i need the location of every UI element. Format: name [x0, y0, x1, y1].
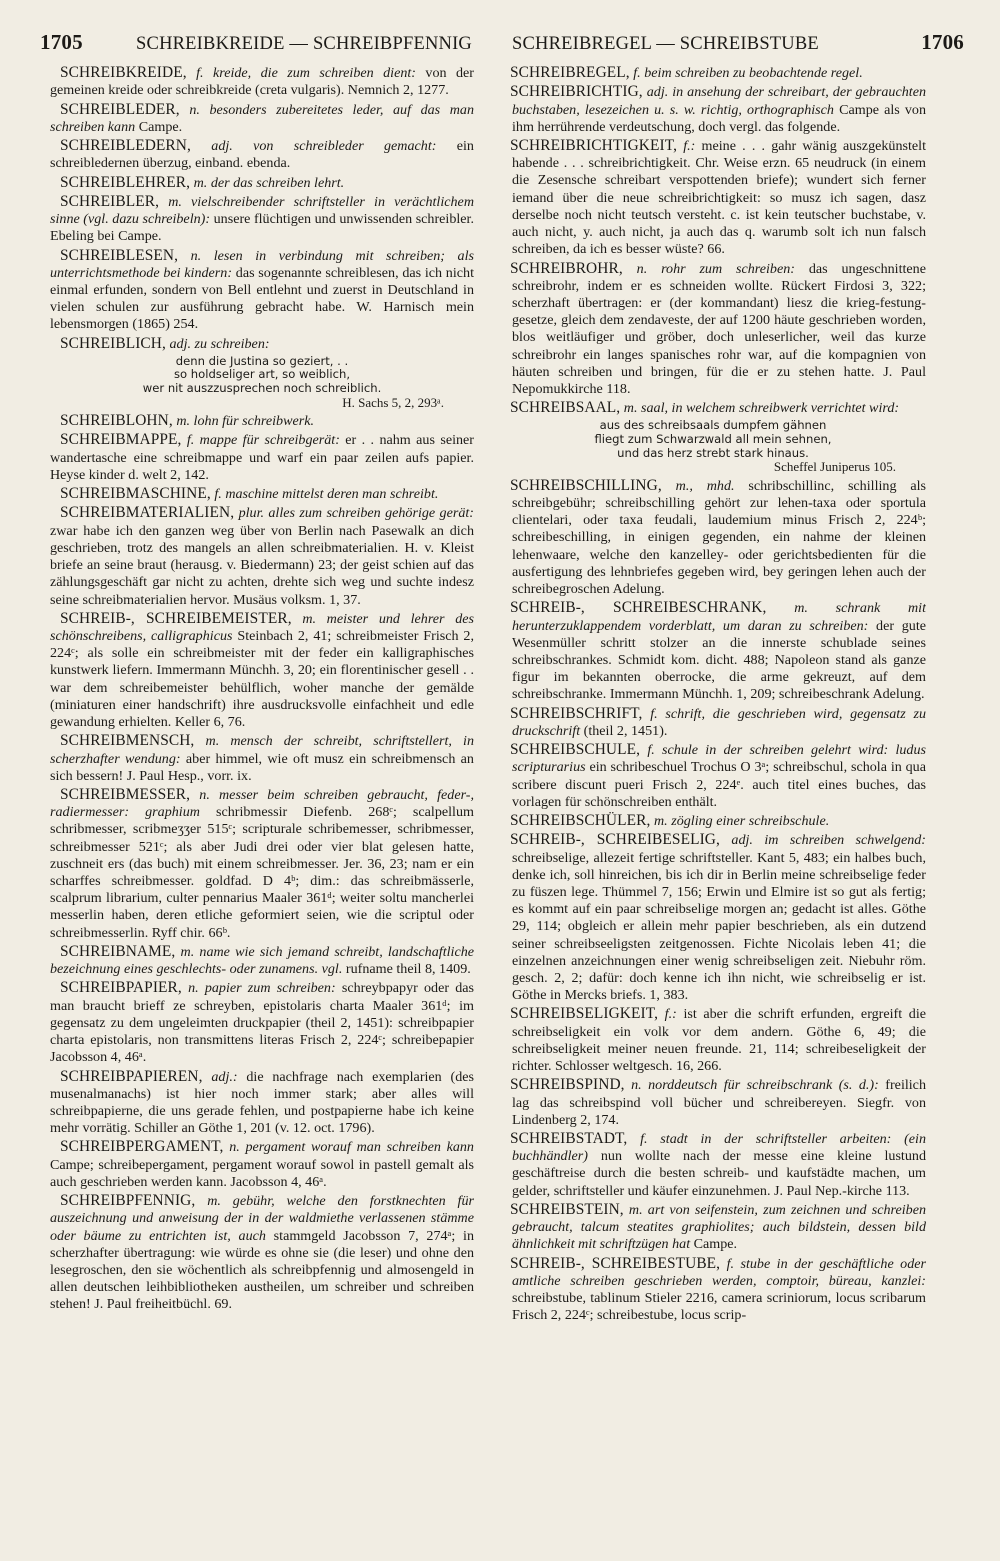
entry-definition: m. mensch der schreibt, schriftstellert, in scherzhafter wendung:: [50, 733, 474, 767]
entry-headword: SCHREIBPERGAMENT,: [60, 1138, 224, 1156]
dictionary-entry: [50, 412, 474, 430]
entry-citation-text: das ungeschnittene schreibrohr, indem er es schneiden wollte. Rückert Firdosi 3, 322; scherzhaft übertragen: er (der kommandant) liesz die krieg-festung-gesetze, gleich dem zendaveste, der auf 1200 häute geschrieben worden, blos weitläufiger und gröber, doch unleserlicher, weil das kurze schreibrohr ein langes spanisches rohr war, auf die kompagnien von häuten schreiben und bringen, für die er zu stehen hatte. J. Paul Nepomukkirche 118.: [512, 260, 926, 397]
entry-headword: SCHREIBMATERIALIEN,: [60, 504, 235, 522]
entry-headword: SCHREIBSPIND,: [510, 1076, 625, 1094]
entry-definition: f. schule in der schreiben gelehrt wird: ludus scripturarius: [512, 742, 926, 776]
dictionary-entry: [50, 504, 474, 608]
entry-definition: f. stube in der geschäftliche oder amtliche schreiben geschrieben werden, comptoir, büreau, kanzlei:: [512, 1255, 926, 1289]
entry-citation-text: rufname theil 8, 1409.: [345, 961, 471, 978]
dictionary-entry: [500, 1005, 926, 1075]
entry-definition: m. art von seifenstein, zum zeichnen und schreiben gebraucht, talcum steatites graphiolites; auch bildstein, dessen bild ähnlichkeit mit schriftzügen hat: [512, 1201, 926, 1253]
entry-citation-text: schribschillinc, schilling als schreibgebühr; schreibschilling gehört zur lehen-taxa oder sportula clientelari, oder taxa feudali, laudemium minus Frisch 2, 224ᵇ; schreibeschilling, in einigen gegenden, ein nahme der kleinen lehenwaare, welche den kanzelley- oder gerichtsbedienten für die ausfertigung des lehnbriefes gegeben wird, bey geringen lehen auch der schreibegroschen Adelung.: [512, 477, 926, 598]
entry-citation-text: schreybpapyr oder das man braucht brieff ze schreyben, epistolaris charta Maaler 361ᵈ; im gegensatz zu dem ungeleimten druckpapier (theil 2, 1451): schreibpapier charta epistolaris, non transmittens literas Frisch 2, 224ᶜ; schreibepapier Jacobsson 4, 46ᵃ.: [50, 980, 474, 1066]
entry-definition: n. rohr zum schreiben:: [636, 260, 795, 277]
dictionary-entry: [500, 399, 926, 417]
entry-headword: SCHREIBSELIGKEIT,: [510, 1005, 659, 1023]
dictionary-entry: [50, 979, 474, 1066]
entry-citation-text: unsere flüchtigen und unwissenden schreibler. Ebeling bei Campe.: [50, 211, 474, 245]
entry-headword: SCHREIBPAPIER,: [60, 979, 182, 997]
dictionary-entry: [50, 101, 474, 136]
dictionary-entry: [500, 831, 926, 1004]
entry-headword: SCHREIB-, SCHREIBESELIG,: [510, 831, 720, 849]
entry-definition: n. norddeutsch für schreibschrank (s. d.):: [631, 1077, 879, 1094]
entry-definition: f. beim schreiben zu beobachtende regel.: [633, 65, 863, 81]
entry-headword: SCHREIBLESEN,: [60, 246, 179, 264]
entry-headword: SCHREIBMAPPE,: [60, 431, 182, 449]
entry-definition: m. zögling einer schreibschule.: [654, 813, 830, 830]
entry-definition: m. vielschreibender schriftsteller in verächtlichem sinne (vgl. dazu schreibeln):: [50, 193, 474, 227]
entry-citation-text: nun wollte nach der messe eine kleine lustund geschäftreise durch die besten schreib- und kaufstädte machen, um gelder, schriftsteller und käufer einzunehmen. J. Paul Nep.-kirche 113.: [512, 1148, 926, 1199]
dictionary-entry: [50, 64, 474, 99]
entry-headword: SCHREIBLOHN,: [60, 412, 173, 430]
entry-definition: adj. im schreiben schwelgend:: [731, 832, 926, 849]
quotation-source: Scheffel Juniperus 105.: [773, 459, 896, 475]
entry-headword: SCHREIBNAME,: [60, 942, 176, 960]
entry-headword: SCHREIBMESSER,: [60, 786, 191, 804]
dictionary-entry: [50, 137, 474, 172]
entry-definition: m. lohn für schreibwerk.: [176, 413, 314, 430]
dictionary-entry: [50, 1192, 474, 1313]
entry-headword: SCHREIB-, SCHREIBESTUBE,: [510, 1254, 721, 1272]
entry-headword: SCHREIBLICH,: [60, 334, 166, 352]
entry-definition: n. besonders zubereitetes leder, auf das man schreiben kann: [50, 101, 474, 135]
entry-headword: SCHREIB-, SCHREIBEMEISTER,: [60, 609, 292, 627]
dictionary-entry: [50, 732, 474, 785]
entry-definition: plur. alles zum schreiben gehörige gerät:: [238, 505, 474, 522]
entry-citation-text: Campe; schreibepergament, pergament worauf sowol in pastell gemalt als auch geschrieben werden kann. Jacobsson 4, 46ᵃ.: [50, 1156, 474, 1190]
entry-headword: SCHREIBSCHRIFT,: [510, 704, 643, 722]
entry-headword: SCHREIBPAPIEREN,: [60, 1067, 203, 1085]
entry-definition: n. papier zum schreiben:: [188, 980, 336, 997]
entry-headword: SCHREIBSCHULE,: [510, 741, 641, 759]
entry-citation-text: er . . nahm aus seiner wandertasche eine schreibmappe und warf ein paar zeilen aufs papier. Heyse kinder d. welt 2, 142.: [50, 432, 474, 483]
entry-definition: f. kreide, die zum schreiben dient:: [196, 65, 416, 81]
entry-definition: m. saal, in welchem schreibwerk verrichtet wird:: [623, 400, 900, 417]
dictionary-entry: [500, 137, 926, 258]
dictionary-entry: [500, 1201, 926, 1254]
quotation-source: H. Sachs 5, 2, 293ᵃ.: [342, 394, 444, 410]
left-running-title: SCHREIBKREIDE — SCHREIBPFENNIG: [136, 34, 472, 54]
entry-headword: SCHREIBKREIDE,: [60, 64, 187, 81]
entry-headword: SCHREIBLEHRER,: [60, 173, 191, 191]
entry-citation-text: Campe.: [138, 118, 183, 135]
dictionary-entry: [50, 335, 474, 353]
dictionary-entry: [50, 174, 474, 192]
entry-definition: n. lesen in verbindung mit schreiben; als unterrichtsmethode bei kindern:: [50, 247, 474, 281]
quotation-block: [500, 419, 926, 473]
entry-citation-text: meine . . . gahr wänig auszgekünstelt habende . . . schreibrichtigkeit. Chr. Weise erzn. 65 neudruck (in einem die Zesensche schreibart verspottenden briefe); wundert sich ferner iemand über die neue schreibrichtigkeit: so musz ich sagen, dasz derselbe noch nicht teutsch versteht. c. ist kein teutscher buchstabe, v. auch nicht, y. auch nicht, ja auch das q. warumb solt ich nun falsch schreiben, da ich es besser wüste? 66.: [512, 138, 926, 258]
dictionary-entry: [50, 431, 474, 484]
entry-citation-text: das sogenannte schreiblesen, das ich nicht einmal erfunden, sondern von Bell entlehnt und zuerst in Deutschland in vielen schulen zur ausführung gebracht habe. W. Harnisch mein lebensmorgen (1865) 254.: [50, 264, 474, 333]
quotation-line: aus des schreibsaals dumpfem gähnen: [599, 418, 827, 433]
entry-headword: SCHREIBSCHÜLER,: [510, 812, 651, 830]
entry-definition: m. schrank mit herunterzuklappendem vorderblatt, um daran zu schreiben:: [512, 600, 926, 634]
dictionary-entry: [50, 193, 474, 246]
left-page-header: [40, 30, 472, 56]
entry-citation-text: freilich lag das schreibspind voll bücher und schreibereyen. Siegfr. von Lindenberg 2, 174.: [512, 1077, 926, 1128]
entry-headword: SCHREIBRICHTIG,: [510, 83, 643, 101]
entry-citation-text: Steinbach 2, 41; schreibmeister Frisch 2, 224ᶜ; als solle ein schreibmeister mit der feder ein kalligraphisches kunstwerk liefern. Immermann Münchh. 3, 20; ein florentinischer gesell . . war dem schreibemeister behülflich, woher manche der gemälde (miniaturen einer handschrift) ihre ausdrucksvolle einfachheit und edle gewandung erhielten. Keller 6, 76.: [50, 628, 474, 731]
entry-citation-text: (theil 2, 1451).: [583, 722, 668, 739]
entry-definition: f.:: [664, 1006, 677, 1023]
entry-headword: SCHREIBPFENNIG,: [60, 1192, 196, 1210]
entry-citation-text: schreibselige, allezeit fertige schriftsteller. Kant 5, 483; ein halbes buch, denke ich, soll hinreichen, bis ich dir in Berlin meine schreibselige feder zu füszen lege. Thümmel 7, 156; Erwin und Elmire ist so gut als fertig; es kommt auf ein paar schreibselige morgen an; gedacht ist alles. Göthe 29, 114; obgleich er allein mehr papier beschrieben, als ein dutzend seiner schreibseeligsten zeitgenossen. Fichte Nicolais leben 41; die einzelnen anzeichnungen einer wenig schreibseligen zeit. Niebuhr röm. gesch. 2, 2; dafür: doch kenne ich ihn nicht, wie schreibselig er ist. Göthe in Mercks briefs. 1, 383.: [512, 849, 926, 1004]
entry-citation-text: die nachfrage nach exemplarien (des musenalmanachs) ist hier noch immer stark; aber alles will schreibpapierne, die uns gerade fehlen, und postpapierne habe ich keine mehr vorrätig. Schiller an Göthe 1, 201 (v. 12. oct. 1796).: [50, 1068, 474, 1137]
dictionary-entry: [500, 705, 926, 740]
entry-definition: adj.:: [211, 1068, 238, 1085]
entry-citation-text: von der gemeinen kreide oder schreibkreide (creta vulgaris). Nemnich 2, 1277.: [50, 65, 474, 99]
entry-definition: f. mappe für schreibgerät:: [186, 432, 340, 449]
entry-definition: m. name wie sich jemand schreibt, landschaftliche bezeichnung eines geschlechts- oder zunamens. vgl.: [50, 943, 474, 978]
dictionary-entry: [500, 477, 926, 598]
dictionary-entry: [50, 610, 474, 731]
dictionary-entry: [50, 786, 474, 942]
entry-headword: SCHREIBSTADT,: [510, 1130, 628, 1148]
quotation-line: denn die Justina so geziert, . .: [175, 353, 349, 368]
dictionary-entry: [500, 83, 926, 136]
entry-citation-text: zwar habe ich den ganzen weg über von Berlin nach Pasewalk an dich geschrieben, trotz des mangels an allen schreibmaterialien. H. v. Kleist briefe an seine braut (herausg. v. Biedermann) 23; der geist schien auf das zählungsgeschäft gar nicht zu achten, drehte sich weg und suchte indesz seine schreibmaterialien hervor. Musäus volksm. 1, 37.: [50, 522, 474, 608]
quotation-block: [50, 355, 474, 409]
entry-headword: SCHREIBLEDER,: [60, 100, 180, 118]
entry-definition: adj. von schreibleder gemacht:: [211, 138, 437, 154]
entry-headword: SCHREIBRICHTIGKEIT,: [510, 137, 678, 154]
entry-definition: f. schrift, die geschrieben wird, gegensatz zu druckschrift: [512, 705, 926, 739]
entry-citation-text: ein schreibledernen überzug, einband. ebenda.: [50, 138, 474, 172]
entry-definition: m. gebühr, welche den forstknechten für auszeichnung und anweisung der in der waldmiethe verlassenen stämme oder bäume zu entrichten ist, auch: [50, 1193, 474, 1244]
dictionary-entry: [500, 1076, 926, 1129]
entry-headword: SCHREIB-, SCHREIBESCHRANK,: [510, 599, 767, 617]
entry-citation-text: schribmessir Diefenb. 268ᶜ; scalpellum schribmesser, scribmeʒʒer 515ᶜ; scripturale schribemesser, schribmesser, schreibmesser 521ᶜ; als aber Judi drei oder vier blat gelesen hatte, zuschneit ers (das buch) mit einem schreibmesser. Jer. 36, 23; nam er ein scharffes schreibmesser. goldfad. D 4ᵇ; dim.: das schreibmässerle, scalprum librarium, culter pennarius Maaler 361ᵈ; weiter soltu mancherlei messerlin haben, deren etliche geformiert seien, wie die scriptul oder schreibmesserlin. Ryff chir. 66ᵇ.: [50, 804, 474, 941]
quotation-line: und das herz strebt stark hinaus.: [617, 445, 809, 460]
entry-definition: n. messer beim schreiben gebraucht, feder-, radiermesser: graphium: [50, 787, 474, 821]
entry-definition: f. maschine mittelst deren man schreibt.: [214, 486, 439, 503]
left-column: [50, 64, 474, 1544]
entry-citation-text: schreibstube, tablinum Stieler 2216, camera scriniorum, locus scribarum Frisch 2, 224ᶜ; schreibestube, locus scrip-: [512, 1290, 926, 1324]
entry-citation-text: ist aber die schrift erfunden, ergreift die schreibseligkeit ein volk vor dem andern. Göthe 6, 49; die schreibseligkeit meiner neuen freunde. 21, 114; schreibeseligkeit der richter. Schlosser weltgesch. 16, 266.: [512, 1006, 926, 1075]
entry-citation-text: Campe als von ihm herrührende verdeutschung, doch vergl. das folgende.: [512, 101, 926, 135]
entry-citation-text: stammgeld Jacobsson 7, 274ᵃ; in scherzhafter übertragung: wie würde es ohne sie (die leser) und ohne den lesegroschen, den sie wöchentlich als schreibpfennig und almosengeld in allen deutschen leihbibliotheken austheilen, um schreiber und schreiben stehen! J. Paul freiheitbüchl. 69.: [50, 1227, 474, 1313]
dictionary-entry: [500, 1130, 926, 1200]
entry-headword: SCHREIBSCHILLING,: [510, 476, 662, 494]
right-page-header: [512, 30, 964, 56]
entry-definition: m. der das schreiben lehrt.: [193, 174, 345, 191]
dictionary-entry: [500, 741, 926, 811]
entry-headword: SCHREIBSTEIN,: [510, 1200, 624, 1218]
entry-headword: SCHREIBREGEL,: [510, 64, 630, 81]
entry-definition: m. meister und lehrer des schönschreibens, calligraphicus: [50, 610, 474, 644]
quotation-line: wer nit auszzusprechen noch schreiblich.: [142, 381, 382, 395]
entry-citation-text: aber himmel, wie oft musz ein schreibmensch an sich bessern! J. Paul Hesp., vorr. ix.: [50, 750, 474, 784]
quotation-line: fliegt zum Schwarzwald all mein sehnen,: [594, 432, 832, 447]
entry-definition: f. stadt in der schriftsteller arbeiten: (ein buchhändler): [512, 1131, 926, 1165]
dictionary-entry: [50, 247, 474, 334]
dictionary-entry: [500, 260, 926, 399]
right-running-title: SCHREIBREGEL — SCHREIBSTUBE: [512, 34, 819, 54]
right-page-number: 1706: [921, 30, 964, 54]
entry-definition: adj. zu schreiben:: [169, 335, 270, 352]
left-page-number: 1705: [40, 30, 83, 54]
entry-definition: m., mhd.: [675, 477, 735, 494]
entry-citation-text: Campe.: [693, 1236, 738, 1253]
quotation-line: so holdseliger art, so weiblich,: [173, 367, 351, 382]
dictionary-entry: [500, 599, 926, 703]
dictionary-entry: [50, 943, 474, 978]
entry-definition: adj. in ansehung der schreibart, der gebrauchten buchstaben, lesezeichen u. s. w. richtig, orthographisch: [512, 84, 926, 118]
entry-headword: SCHREIBLER,: [60, 192, 160, 210]
dictionary-entry: [500, 812, 926, 830]
entry-citation-text: ein schribeschuel Trochus O 3ᵃ; schreibschul, schola in qua scribere discunt pueri Frisch 2, 224ᵉ. auch titel eines buches, das vorlagen für schönschreiben enthält.: [512, 759, 926, 810]
entry-definition: n. pergament worauf man schreiben kann: [229, 1139, 474, 1156]
entry-definition: f.:: [683, 138, 696, 154]
entry-citation-text: der gute Wesenmüller schritt stolzer an die innerste schublade seines schreibschrankes. Schmidt kom. dicht. 488; Napoleon stand als ganze figur im bekannten oberrocke, die arme gekreuzt, auf dem schreibschranke. Immermann Münchh. 1, 209; schreibeschrank Adelung.: [512, 617, 926, 703]
dictionary-entry: [500, 64, 926, 82]
right-column: [500, 64, 926, 1544]
entry-headword: SCHREIBMASCHINE,: [60, 485, 211, 503]
entry-headword: SCHREIBROHR,: [510, 259, 623, 277]
entry-headword: SCHREIBMENSCH,: [60, 732, 195, 750]
entry-headword: SCHREIBLEDERN,: [60, 137, 191, 154]
dictionary-entry: [50, 485, 474, 503]
dictionary-entry: [50, 1068, 474, 1138]
dictionary-entry: [500, 1255, 926, 1325]
dictionary-entry: [50, 1138, 474, 1191]
entry-headword: SCHREIBSAAL,: [510, 399, 621, 417]
